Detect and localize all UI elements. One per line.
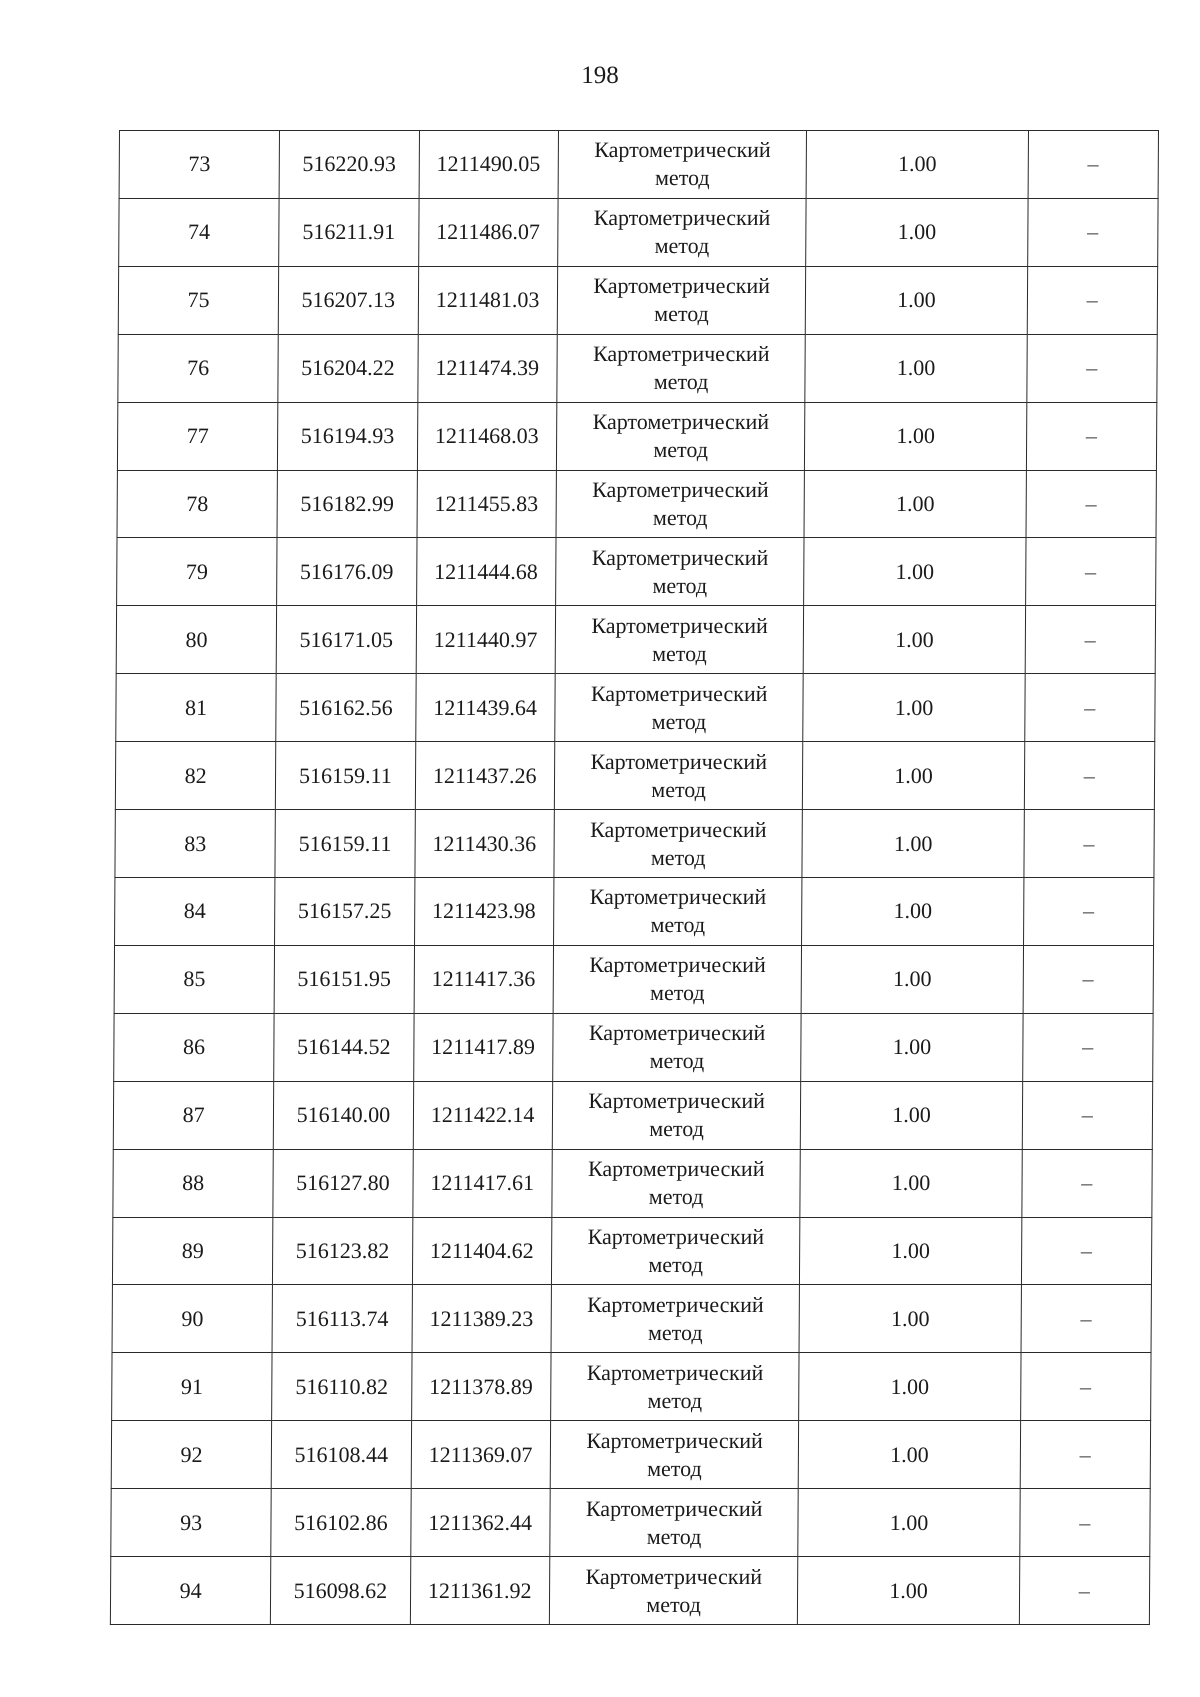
y-coordinate-cell: 1211404.62 xyxy=(412,1217,552,1285)
accuracy-cell: 1.00 xyxy=(805,334,1026,402)
x-coordinate-cell: 516220.93 xyxy=(279,131,419,199)
x-coordinate-cell: 516176.09 xyxy=(277,538,417,606)
y-coordinate-cell: 1211444.68 xyxy=(416,538,556,606)
point-number-cell: 77 xyxy=(117,402,278,470)
y-coordinate-cell: 1211455.83 xyxy=(417,470,557,538)
x-coordinate-cell: 516144.52 xyxy=(274,1013,414,1081)
y-coordinate-cell: 1211430.36 xyxy=(414,810,554,878)
point-number-cell: 87 xyxy=(113,1081,274,1149)
method-line1: Картометрический xyxy=(586,1427,763,1453)
method-line2: метод xyxy=(650,844,706,870)
y-coordinate-cell: 1211439.64 xyxy=(415,674,555,742)
method-line1: Картометрический xyxy=(588,1088,766,1114)
method-cell xyxy=(554,810,803,878)
method-cell xyxy=(555,674,804,742)
accuracy-cell: 1.00 xyxy=(803,674,1024,742)
table-row xyxy=(118,334,1157,402)
accuracy-cell: 1.00 xyxy=(803,742,1024,810)
note-cell: – xyxy=(1019,1557,1150,1625)
accuracy-cell: 1.00 xyxy=(801,1013,1022,1081)
method-line1: Картометрический xyxy=(594,137,771,163)
table-row xyxy=(117,402,1156,470)
note-cell: – xyxy=(1026,334,1157,402)
method-line2: метод xyxy=(654,301,709,327)
method-cell xyxy=(558,131,807,199)
note-cell: – xyxy=(1023,810,1154,878)
method-cell xyxy=(556,470,805,538)
y-coordinate-cell: 1211423.98 xyxy=(414,877,554,945)
method-line1: Картометрический xyxy=(592,341,770,367)
method-cell xyxy=(557,198,806,266)
table-row xyxy=(110,1557,1149,1625)
point-number-cell: 89 xyxy=(112,1217,273,1285)
accuracy-cell: 1.00 xyxy=(800,1149,1021,1217)
method-line2: метод xyxy=(650,912,706,938)
method-line2: метод xyxy=(649,1116,704,1142)
method-line2: метод xyxy=(652,640,707,666)
y-coordinate-cell: 1211440.97 xyxy=(416,606,556,674)
x-coordinate-cell: 516171.05 xyxy=(276,606,416,674)
x-coordinate-cell: 516140.00 xyxy=(274,1081,414,1149)
point-number-cell: 94 xyxy=(110,1557,271,1625)
accuracy-cell: 1.00 xyxy=(806,266,1027,334)
note-cell: – xyxy=(1026,470,1157,538)
accuracy-cell: 1.00 xyxy=(802,810,1023,878)
table-row xyxy=(119,131,1158,199)
point-number-cell: 76 xyxy=(118,334,279,402)
table-row xyxy=(116,674,1155,742)
method-cell xyxy=(555,606,804,674)
table-row xyxy=(112,1285,1151,1353)
accuracy-cell: 1.00 xyxy=(804,606,1025,674)
note-cell: – xyxy=(1024,674,1155,742)
method-cell xyxy=(552,1081,801,1149)
note-cell: – xyxy=(1028,131,1159,199)
method-line2: метод xyxy=(649,1048,705,1074)
point-number-cell: 81 xyxy=(116,674,277,742)
y-coordinate-cell: 1211361.92 xyxy=(410,1557,550,1625)
accuracy-cell: 1.00 xyxy=(801,1081,1022,1149)
method-line2: метод xyxy=(648,1184,704,1210)
table-row xyxy=(111,1421,1150,1489)
x-coordinate-cell: 516123.82 xyxy=(273,1217,413,1285)
table-row xyxy=(112,1217,1151,1285)
x-coordinate-cell: 516157.25 xyxy=(275,877,415,945)
method-cell xyxy=(550,1421,799,1489)
point-number-cell: 84 xyxy=(115,877,276,945)
y-coordinate-cell: 1211437.26 xyxy=(415,742,555,810)
method-line1: Картометрический xyxy=(593,205,771,231)
method-line1: Картометрический xyxy=(585,1495,763,1521)
y-coordinate-cell: 1211369.07 xyxy=(411,1421,551,1489)
point-number-cell: 82 xyxy=(115,742,276,810)
method-line2: метод xyxy=(648,1251,704,1277)
y-coordinate-cell: 1211486.07 xyxy=(418,198,558,266)
method-cell xyxy=(552,1013,801,1081)
table-body xyxy=(110,131,1158,1625)
table-row xyxy=(119,198,1158,266)
x-coordinate-cell: 516108.44 xyxy=(271,1421,411,1489)
method-line1: Картометрический xyxy=(590,748,768,774)
method-cell xyxy=(554,742,803,810)
y-coordinate-cell: 1211389.23 xyxy=(412,1285,552,1353)
method-cell xyxy=(553,945,802,1013)
method-line1: Картометрический xyxy=(593,273,770,299)
y-coordinate-cell: 1211481.03 xyxy=(418,266,558,334)
method-cell xyxy=(551,1285,800,1353)
y-coordinate-cell: 1211417.89 xyxy=(413,1013,553,1081)
x-coordinate-cell: 516110.82 xyxy=(272,1353,412,1421)
note-cell: – xyxy=(1027,198,1158,266)
table-row xyxy=(115,742,1154,810)
method-line2: метод xyxy=(651,708,707,734)
y-coordinate-cell: 1211474.39 xyxy=(417,334,557,402)
method-cell xyxy=(550,1353,799,1421)
accuracy-cell: 1.00 xyxy=(799,1353,1020,1421)
method-line2: метод xyxy=(646,1523,702,1549)
y-coordinate-cell: 1211417.36 xyxy=(414,945,554,1013)
method-cell xyxy=(555,538,804,606)
method-cell xyxy=(551,1217,800,1285)
point-number-cell: 78 xyxy=(117,470,278,538)
method-line2: метод xyxy=(653,437,709,463)
y-coordinate-cell: 1211468.03 xyxy=(417,402,557,470)
method-line1: Картометрический xyxy=(592,476,769,502)
table-row xyxy=(111,1489,1150,1557)
note-cell: – xyxy=(1026,402,1157,470)
method-line1: Картометрический xyxy=(587,1291,764,1317)
note-cell: – xyxy=(1021,1285,1152,1353)
method-cell xyxy=(552,1149,801,1217)
method-line1: Картометрический xyxy=(585,1563,763,1589)
method-line1: Картометрический xyxy=(589,884,767,910)
method-line2: метод xyxy=(654,233,710,259)
note-cell: – xyxy=(1020,1353,1151,1421)
point-number-cell: 92 xyxy=(111,1421,272,1489)
x-coordinate-cell: 516162.56 xyxy=(276,674,416,742)
method-line1: Картометрический xyxy=(592,409,770,435)
x-coordinate-cell: 516159.11 xyxy=(275,810,415,878)
y-coordinate-cell: 1211362.44 xyxy=(410,1489,550,1557)
method-line1: Картометрический xyxy=(591,544,769,570)
accuracy-cell: 1.00 xyxy=(804,538,1025,606)
method-line1: Картометрический xyxy=(587,1223,765,1249)
accuracy-cell: 1.00 xyxy=(807,131,1028,199)
method-cell xyxy=(557,266,806,334)
point-number-cell: 86 xyxy=(114,1013,275,1081)
note-cell: – xyxy=(1021,1217,1152,1285)
point-number-cell: 93 xyxy=(111,1489,272,1557)
x-coordinate-cell: 516151.95 xyxy=(274,945,414,1013)
accuracy-cell: 1.00 xyxy=(800,1217,1021,1285)
method-cell xyxy=(556,402,805,470)
method-line1: Картометрический xyxy=(588,1020,766,1046)
table-row xyxy=(116,606,1155,674)
point-number-cell: 80 xyxy=(116,606,277,674)
method-line2: метод xyxy=(646,1591,701,1617)
point-number-cell: 90 xyxy=(112,1285,273,1353)
table-row xyxy=(113,1149,1152,1217)
point-number-cell: 91 xyxy=(112,1353,273,1421)
table-row xyxy=(114,1013,1153,1081)
method-cell xyxy=(550,1489,799,1557)
method-cell xyxy=(557,334,806,402)
page-number: 198 xyxy=(581,62,619,89)
method-line2: метод xyxy=(653,369,709,395)
note-cell: – xyxy=(1022,1081,1153,1149)
accuracy-cell: 1.00 xyxy=(802,877,1023,945)
method-line1: Картометрический xyxy=(589,952,766,978)
x-coordinate-cell: 516102.86 xyxy=(271,1489,411,1557)
accuracy-cell: 1.00 xyxy=(799,1421,1020,1489)
method-line2: метод xyxy=(647,1455,702,1481)
x-coordinate-cell: 516204.22 xyxy=(278,334,418,402)
note-cell: – xyxy=(1023,945,1154,1013)
note-cell: – xyxy=(1019,1489,1150,1557)
table-row xyxy=(113,1081,1152,1149)
point-number-cell: 73 xyxy=(119,131,280,199)
table-row xyxy=(115,810,1154,878)
point-number-cell: 79 xyxy=(117,538,278,606)
accuracy-cell: 1.00 xyxy=(802,945,1023,1013)
note-cell: – xyxy=(1022,1013,1153,1081)
x-coordinate-cell: 516127.80 xyxy=(273,1149,413,1217)
accuracy-cell: 1.00 xyxy=(798,1489,1019,1557)
note-cell: – xyxy=(1020,1421,1151,1489)
x-coordinate-cell: 516159.11 xyxy=(276,742,416,810)
method-line2: метод xyxy=(652,504,708,530)
accuracy-cell: 1.00 xyxy=(800,1285,1021,1353)
note-cell: – xyxy=(1024,742,1155,810)
x-coordinate-cell: 516207.13 xyxy=(279,266,419,334)
point-number-cell: 85 xyxy=(114,945,275,1013)
point-number-cell: 83 xyxy=(115,810,276,878)
table-row xyxy=(114,945,1153,1013)
table-row xyxy=(112,1353,1151,1421)
x-coordinate-cell: 516098.62 xyxy=(271,1557,411,1625)
y-coordinate-cell: 1211490.05 xyxy=(419,131,559,199)
method-line2: метод xyxy=(649,980,705,1006)
accuracy-cell: 1.00 xyxy=(805,402,1026,470)
table-row xyxy=(117,538,1156,606)
point-number-cell: 75 xyxy=(118,266,279,334)
coordinates-table xyxy=(110,130,1159,1625)
note-cell: – xyxy=(1023,877,1154,945)
method-line2: метод xyxy=(651,776,706,802)
y-coordinate-cell: 1211417.61 xyxy=(412,1149,552,1217)
x-coordinate-cell: 516194.93 xyxy=(278,402,418,470)
method-cell xyxy=(553,877,802,945)
point-number-cell: 74 xyxy=(119,198,280,266)
method-line1: Картометрический xyxy=(591,612,768,638)
note-cell: – xyxy=(1021,1149,1152,1217)
method-cell xyxy=(549,1557,798,1625)
table-row xyxy=(115,877,1154,945)
y-coordinate-cell: 1211422.14 xyxy=(413,1081,553,1149)
accuracy-cell: 1.00 xyxy=(798,1557,1019,1625)
method-line2: метод xyxy=(647,1319,703,1345)
accuracy-cell: 1.00 xyxy=(806,198,1027,266)
y-coordinate-cell: 1211378.89 xyxy=(411,1353,551,1421)
table-row xyxy=(117,470,1156,538)
note-cell: – xyxy=(1027,266,1158,334)
method-line2: метод xyxy=(652,572,708,598)
method-line2: метод xyxy=(647,1387,703,1413)
note-cell: – xyxy=(1025,606,1156,674)
point-number-cell: 88 xyxy=(113,1149,274,1217)
method-line1: Картометрический xyxy=(586,1359,764,1385)
x-coordinate-cell: 516182.99 xyxy=(277,470,417,538)
method-line1: Картометрический xyxy=(590,816,767,842)
table-row xyxy=(118,266,1157,334)
method-line1: Картометрический xyxy=(590,680,768,706)
method-line1: Картометрический xyxy=(587,1156,765,1182)
x-coordinate-cell: 516211.91 xyxy=(279,198,419,266)
accuracy-cell: 1.00 xyxy=(804,470,1025,538)
method-line2: метод xyxy=(654,165,710,191)
note-cell: – xyxy=(1025,538,1156,606)
x-coordinate-cell: 516113.74 xyxy=(272,1285,412,1353)
